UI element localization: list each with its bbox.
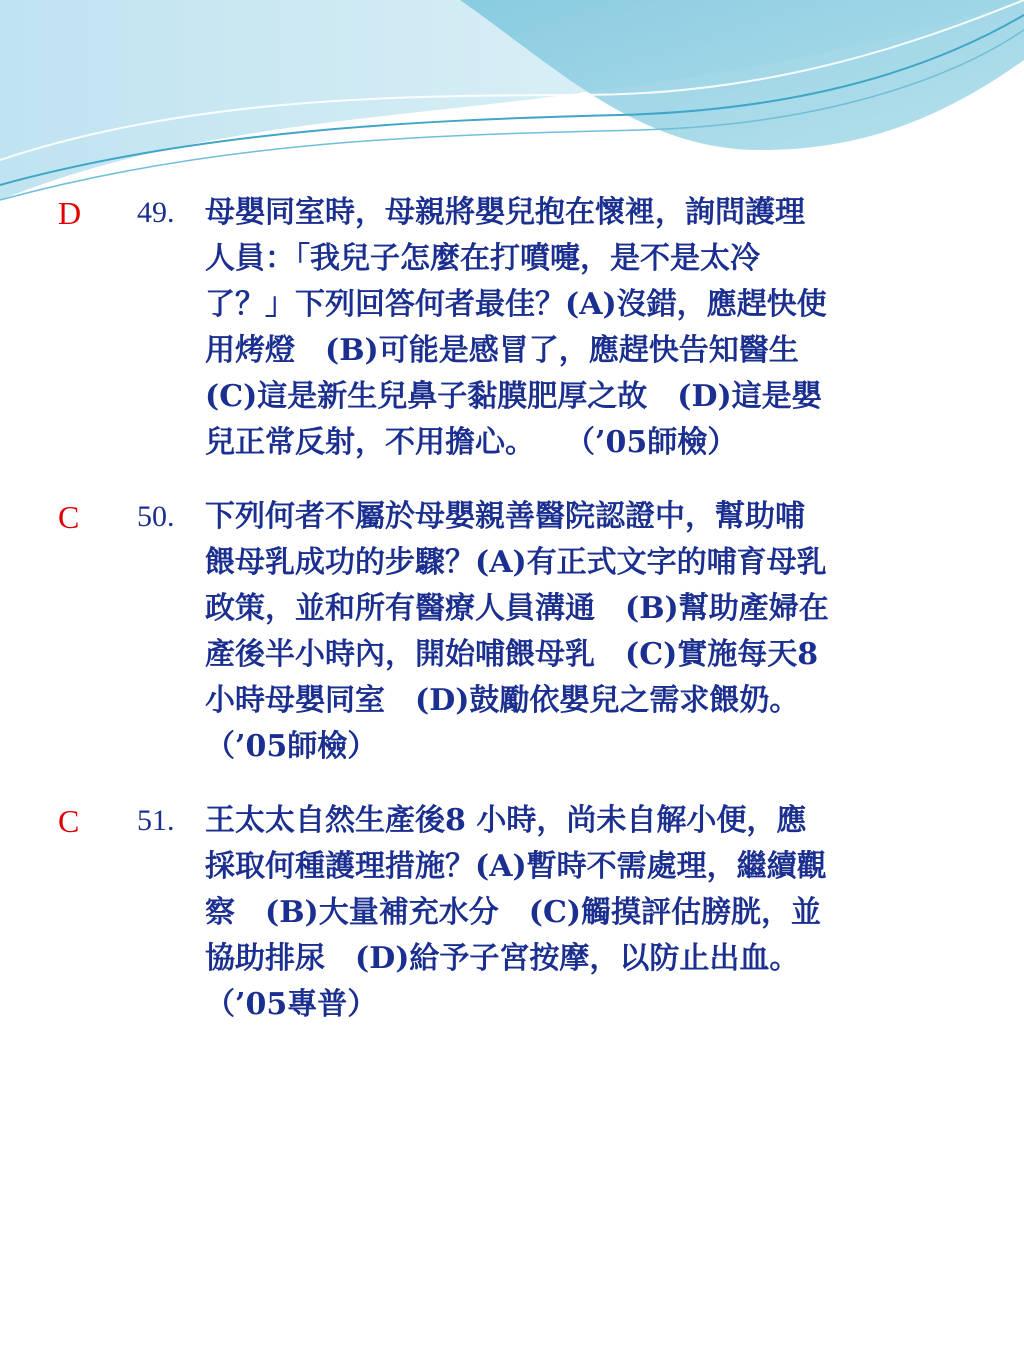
question-50	[0, 494, 1024, 770]
question-line: 察 (B)大量補充水分 (C)觸摸評估膀胱，並	[205, 895, 822, 930]
question-line: （’05師檢）	[205, 729, 378, 764]
question-line: 政策，並和所有醫療人員溝通 (B)幫助產婦在	[205, 591, 829, 626]
question-line: 人員：「我兒子怎麼在打噴嚏，是不是太冷	[205, 241, 760, 276]
question-text	[205, 798, 995, 1028]
question-line: 餵母乳成功的步驟？(A)有正式文字的哺育母乳	[205, 545, 827, 580]
question-line: 採取何種護理措施？(A)暫時不需處理，繼續觀	[205, 849, 827, 884]
question-51	[0, 798, 1024, 1028]
header-wave-decoration	[0, 0, 1024, 210]
question-line: 王太太自然生產後8 小時，尚未自解小便，應	[205, 803, 807, 838]
question-number: 51.	[137, 804, 175, 837]
question-line: 用烤燈 (B)可能是感冒了，應趕快告知醫生	[205, 333, 799, 368]
question-text	[205, 190, 995, 466]
question-line: 小時母嬰同室 (D)鼓勵依嬰兒之需求餵奶。	[205, 683, 800, 718]
question-number: 50.	[137, 500, 175, 533]
answer-key: C	[58, 803, 80, 839]
question-line: 產後半小時內，開始哺餵母乳 (C)實施每天8	[205, 637, 819, 672]
question-line: 母嬰同室時，母親將嬰兒抱在懷裡，詢問護理	[205, 195, 805, 230]
question-line: 協助排尿 (D)給予子宮按摩，以防止出血。	[205, 941, 800, 976]
question-line: 了？」下列回答何者最佳？(A)沒錯，應趕快使	[205, 287, 827, 322]
answer-key: D	[58, 195, 82, 231]
answer-key: C	[58, 499, 80, 535]
question-line: （’05專普）	[205, 987, 378, 1022]
question-line: 下列何者不屬於母嬰親善醫院認證中，幫助哺	[205, 499, 805, 534]
question-line: (C)這是新生兒鼻子黏膜肥厚之故 (D)這是嬰	[205, 379, 822, 414]
question-49	[0, 190, 1024, 466]
question-text	[205, 494, 995, 770]
question-line: 兒正常反射，不用擔心。 （’05師檢）	[205, 425, 738, 460]
question-list	[0, 190, 1024, 1056]
question-number: 49.	[137, 196, 175, 229]
